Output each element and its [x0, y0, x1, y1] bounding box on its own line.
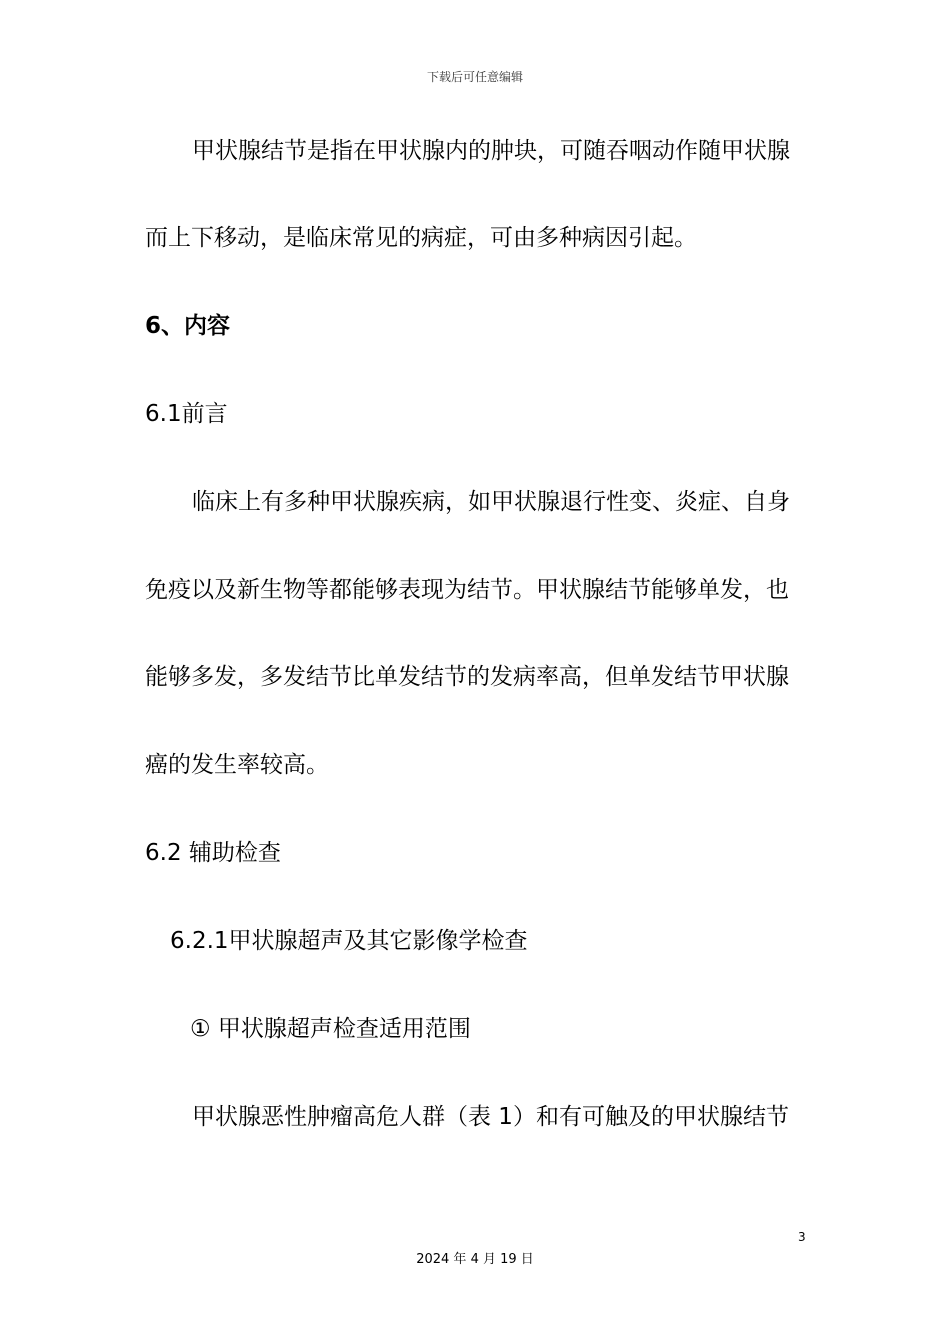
section-heading-content: 6、内容 — [145, 313, 231, 339]
paragraph-line-4: 免疫以及新生物等都能够表现为结节。甲状腺结节能够单发，也 — [145, 577, 789, 603]
subsection-heading-auxiliary-exam: 6.2 辅助检查 — [145, 840, 281, 866]
list-item-ultrasound-scope: ① 甲状腺超声检查适用范围 — [190, 1016, 471, 1042]
paragraph-line-5: 能够多发，多发结节比单发结节的发病率高，但单发结节甲状腺 — [145, 664, 789, 690]
paragraph-line-2: 而上下移动，是临床常见的病症，可由多种病因引起。 — [145, 225, 697, 251]
paragraph-line-3: 临床上有多种甲状腺疾病，如甲状腺退行性变、炎症、自身 — [192, 489, 790, 515]
paragraph-line-1: 甲状腺结节是指在甲状腺内的肿块，可随吞咽动作随甲状腺 — [192, 138, 790, 164]
paragraph-line-6: 癌的发生率较高。 — [145, 752, 329, 778]
page-number: 3 — [798, 1230, 806, 1244]
header-note: 下载后可任意编辑 — [426, 70, 523, 84]
footer-date: 2024 年 4 月 19 日 — [416, 1252, 534, 1267]
paragraph-line-7: 甲状腺恶性肿瘤高危人群（表 1）和有可触及的甲状腺结节 — [192, 1104, 789, 1130]
subsection-heading-foreword: 6.1前言 — [145, 401, 228, 427]
subsubsection-heading-ultrasound: 6.2.1甲状腺超声及其它影像学检查 — [170, 928, 528, 954]
